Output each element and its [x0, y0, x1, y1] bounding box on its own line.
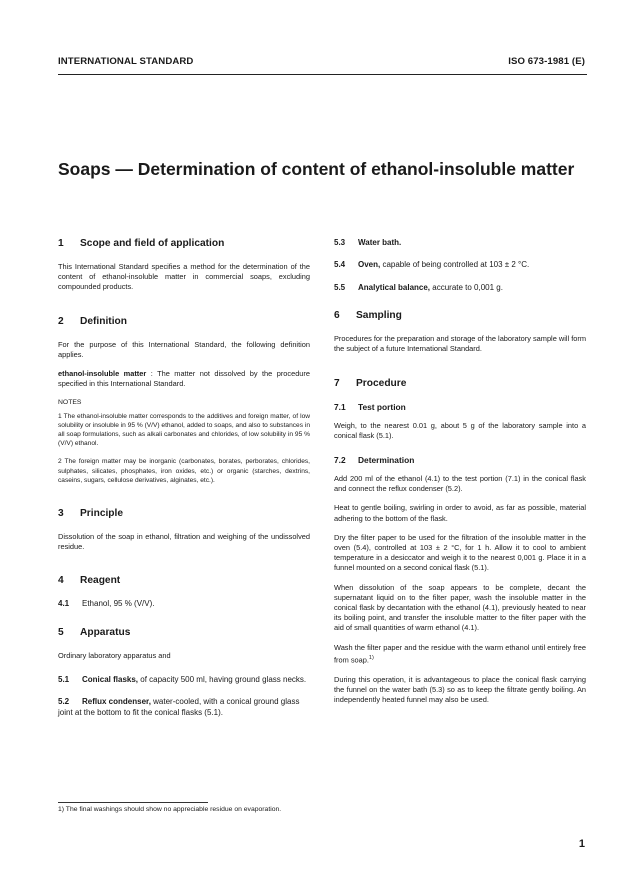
item-text: accurate to 0,001 g. — [430, 282, 503, 292]
section-1-text: This International Standard specifies a method for the determination of the content of ethanol-insoluble matter in commercial soaps, excluding compounded products. — [58, 262, 310, 292]
item-5-2 — [58, 697, 310, 718]
subsection-7-1-heading — [334, 402, 586, 413]
item-title: Analytical balance, — [358, 282, 431, 292]
section-6-heading — [334, 310, 586, 322]
header-document-id: ISO 673-1981 (E) — [508, 56, 585, 67]
item-5-5 — [334, 283, 586, 293]
section-title: Reagent — [80, 575, 121, 587]
item-number: 5.4 — [334, 260, 346, 270]
document-title: Soaps — Determination of content of ethanol-insoluble matter — [58, 159, 575, 179]
section-number: 5 — [58, 626, 64, 638]
item-number: 5.2 — [58, 697, 70, 707]
item-title: Reflux condenser, — [82, 697, 151, 707]
subsection-7-1-text: Weigh, to the nearest 0.01 g, about 5 g of the laboratory sample into a conical flask (5.1). — [334, 420, 586, 440]
section-5-text: Ordinary laboratory apparatus and — [58, 650, 171, 660]
note-1: 1 The ethanol-insoluble matter corresponds to the additives and foreign matter, of low solubility or insoluble in 95 % (V/V) ethanol, added to soaps, and also to substances in all soap formulations, such as alkali carbonates and chlorides, of low solubility in 95 % (V/V) ethanol. — [58, 412, 310, 448]
subsection-title: Determination — [358, 455, 415, 466]
section-7-heading — [334, 378, 586, 390]
footnote-rule — [58, 802, 208, 803]
notes-label: NOTES — [58, 399, 82, 407]
determination-paragraph-6: During this operation, it is advantageous to place the conical flask carrying the funnel on the water bath (5.3) so as to keep the filtrate gently boiling. An independently heated funnel may also be used. — [334, 674, 586, 704]
subsection-number: 7.2 — [334, 455, 346, 466]
subsection-number: 7.1 — [334, 401, 346, 412]
item-number: 5.1 — [58, 675, 70, 685]
determination-paragraph-1: Add 200 ml of the ethanol (4.1) to the test portion (7.1) in the conical flask and connect the reflux condenser (5.2). — [334, 474, 586, 494]
section-3-heading — [58, 508, 310, 520]
section-title: Apparatus — [80, 626, 131, 638]
section-3-text: Dissolution of the soap in ethanol, filtration and weighing of the undissolved residue. — [58, 532, 310, 552]
item-4-1 — [58, 599, 310, 609]
right-column — [334, 238, 586, 714]
section-title: Scope and field of application — [80, 238, 225, 249]
section-number: 7 — [334, 377, 340, 389]
item-title: Water bath. — [358, 238, 402, 247]
item-5-3 — [334, 238, 586, 248]
item-5-1 — [58, 675, 310, 685]
section-number: 3 — [58, 508, 64, 520]
determination-paragraph-4: When dissolution of the soap appears to be complete, decant the supernatant liquid on to the filter paper, wash the insoluble matter in the conical flask by decantation with the ethanol (4.1), previously heated to near its boiling point, and transfer the insoluble matter to the filter paper with the aid of small quantities of warm ethanol (4.1). — [334, 582, 586, 633]
section-1-heading — [58, 238, 310, 250]
subsection-title: Test portion — [358, 401, 406, 412]
item-number: 5.5 — [334, 282, 346, 292]
section-6-text: Procedures for the preparation and storage of the laboratory sample will form the subject of a future International Standard. — [334, 334, 586, 354]
section-title: Definition — [80, 315, 127, 327]
section-4-heading — [58, 575, 310, 587]
left-column — [58, 238, 310, 730]
item-5-4 — [334, 260, 586, 270]
section-2-heading — [58, 316, 310, 328]
item-number: 5.3 — [334, 238, 346, 247]
determination-paragraph-3: Dry the filter paper to be used for the filtration of the insoluble matter in the oven (5.4), controlled at 103 ± 2 °C, for 1 h. Allow it to cool to ambient temperature in a desiccator and weigh it to the nearest 0,001 g. Place it in a funnel mounted on a second conical flask (5.1). — [334, 532, 586, 573]
section-title: Principle — [80, 508, 124, 520]
determination-paragraph-2: Heat to gentle boiling, swirling in order to avoid, as far as possible, material adhering to the bottom of the flask. — [334, 503, 586, 523]
item-text: Ethanol, 95 % (V/V). — [82, 599, 155, 609]
item-number: 4.1 — [58, 599, 70, 609]
footnote-reference: 1) — [368, 654, 374, 661]
defined-term: ethanol-insoluble matter — [58, 369, 147, 379]
header-rule — [58, 74, 587, 75]
section-number: 1 — [58, 238, 64, 249]
section-number: 6 — [334, 310, 340, 322]
determination-paragraph-5 — [334, 643, 586, 666]
note-2: 2 The foreign matter may be inorganic (carbonates, borates, perborates, chlorides, sulphates, silicates, phosphates, iron oxides, etc.) or organic (starches, dextrins, caseins, sugars, cellulose derivatives, alginates, etc.). — [58, 458, 310, 484]
term-definition: : The matter not dissolved by the procedure specified in this International Standard. — [58, 369, 310, 389]
paragraph-text: Wash the filter paper and the residue with the warm ethanol until entirely free from soap. — [334, 642, 586, 665]
section-title: Sampling — [356, 310, 402, 322]
item-title: Conical flasks, — [82, 675, 139, 685]
item-title: Oven, — [358, 260, 381, 270]
header-standard-label: INTERNATIONAL STANDARD — [58, 56, 194, 67]
item-text: capable of being controlled at 103 ± 2 °C. — [380, 260, 530, 270]
section-number: 2 — [58, 315, 64, 327]
definition-paragraph — [58, 369, 310, 389]
section-title: Procedure — [356, 377, 407, 389]
section-number: 4 — [58, 575, 64, 587]
item-text: water-cooled, with a conical ground glass joint at the bottom to fit the conical flasks (5.1). — [58, 697, 300, 717]
item-text: of capacity 500 ml, having ground glass necks. — [138, 675, 307, 685]
footnote: 1) The final washings should show no appreciable residue on evaporation. — [58, 806, 282, 813]
section-5-heading — [58, 627, 310, 639]
page-number: 1 — [578, 838, 585, 850]
subsection-7-2-heading — [334, 455, 586, 466]
section-2-text: For the purpose of this International Standard, the following definition applies. — [58, 339, 310, 359]
